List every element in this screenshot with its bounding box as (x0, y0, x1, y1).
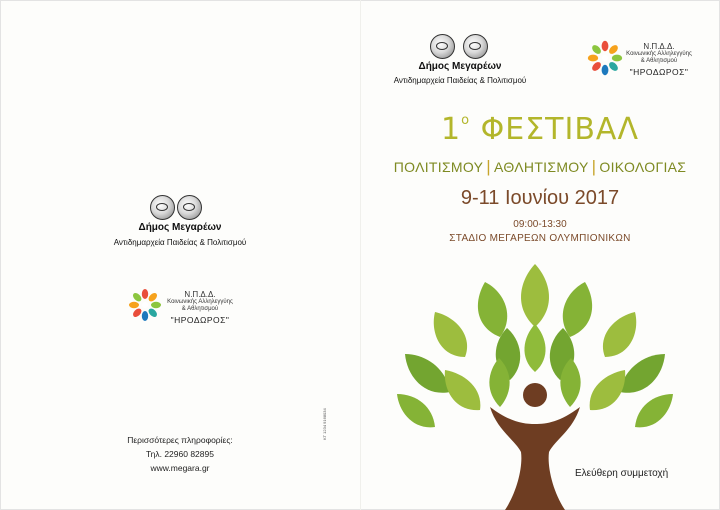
front-municipality-name: Δήμος Μεγαρέων (418, 61, 502, 72)
coin-seal-right-icon (177, 195, 202, 220)
figure-head (523, 383, 547, 407)
spine-code: KT 1234 9168034 (322, 408, 327, 440)
back-npdd-line2: & Αθλητισμού (181, 306, 219, 312)
festival-dates: 9-11 Ιουνίου 2017 (460, 187, 620, 209)
coin-seal-left-icon (150, 195, 175, 220)
leaf (620, 354, 665, 393)
back-npdd-name: "ΗΡΟΔΩΡΟΣ" (170, 315, 230, 325)
theme-sports: ΑΘΛΗΤΙΣΜΟΥ (493, 159, 589, 175)
leaf (434, 312, 467, 357)
leaf (397, 394, 435, 427)
leaf (635, 394, 673, 427)
info-title: Περισσότερες πληροφορίες: (127, 435, 233, 445)
info-phone: Τηλ. 22960 82895 (146, 449, 214, 459)
front-municipality-sub: Αντιδημαρχεία Παιδείας & Πολιτισμού (393, 76, 527, 85)
leaf (405, 354, 450, 393)
leaf (521, 264, 549, 327)
theme-separator: | (486, 157, 491, 176)
festival-themes (380, 157, 700, 177)
front-coin-seal-left-icon (430, 34, 455, 59)
leaf (590, 370, 626, 410)
front-npdd-head: Ν.Π.Δ.Δ. (643, 42, 675, 51)
front-npdd-line2: & Αθλητισμού (640, 58, 678, 64)
theme-ecology: ΟΙΚΟΛΟΓΙΑΣ (599, 159, 687, 175)
festival-number: 1 (441, 112, 462, 147)
back-municipality-sub: Αντιδημαρχεία Παιδείας & Πολιτισμού (113, 238, 247, 247)
festival-hours: 09:00-13:30 (513, 219, 567, 230)
festival-venue: ΣΤΑΔΙΟ ΜΕΓΑΡΕΩΝ ΟΛΥΜΠΙΟΝΙΚΩΝ (449, 233, 631, 244)
leaf (563, 282, 592, 337)
leaf (524, 324, 545, 372)
back-npdd-line1: Κοινωνικής Αλληλεγγύης (167, 299, 233, 305)
leaf (603, 312, 636, 357)
theme-separator: | (591, 157, 597, 176)
front-npdd-name: "ΗΡΟΔΩΡΟΣ" (629, 67, 689, 77)
free-entry: Ελεύθερη συμμετοχή (575, 468, 669, 479)
front-npdd-line1: Κοινωνικής Αλληλεγγύης (626, 51, 692, 57)
figure-body (490, 407, 580, 510)
festival-title: ΦΕΣΤΙΒΑΛ (480, 112, 639, 147)
back-npdd-head: Ν.Π.Δ.Δ. (184, 290, 216, 299)
leaf (478, 282, 507, 337)
festival-number-sup: ο (461, 113, 471, 128)
leaf (445, 370, 481, 410)
back-municipality-name: Δήμος Μεγαρέων (138, 222, 222, 233)
festival-title-block (380, 112, 700, 147)
info-web: www.megara.gr (150, 463, 210, 473)
theme-culture: ΠΟΛΙΤΙΣΜΟΥ (393, 159, 484, 175)
front-coin-seal-right-icon (463, 34, 488, 59)
